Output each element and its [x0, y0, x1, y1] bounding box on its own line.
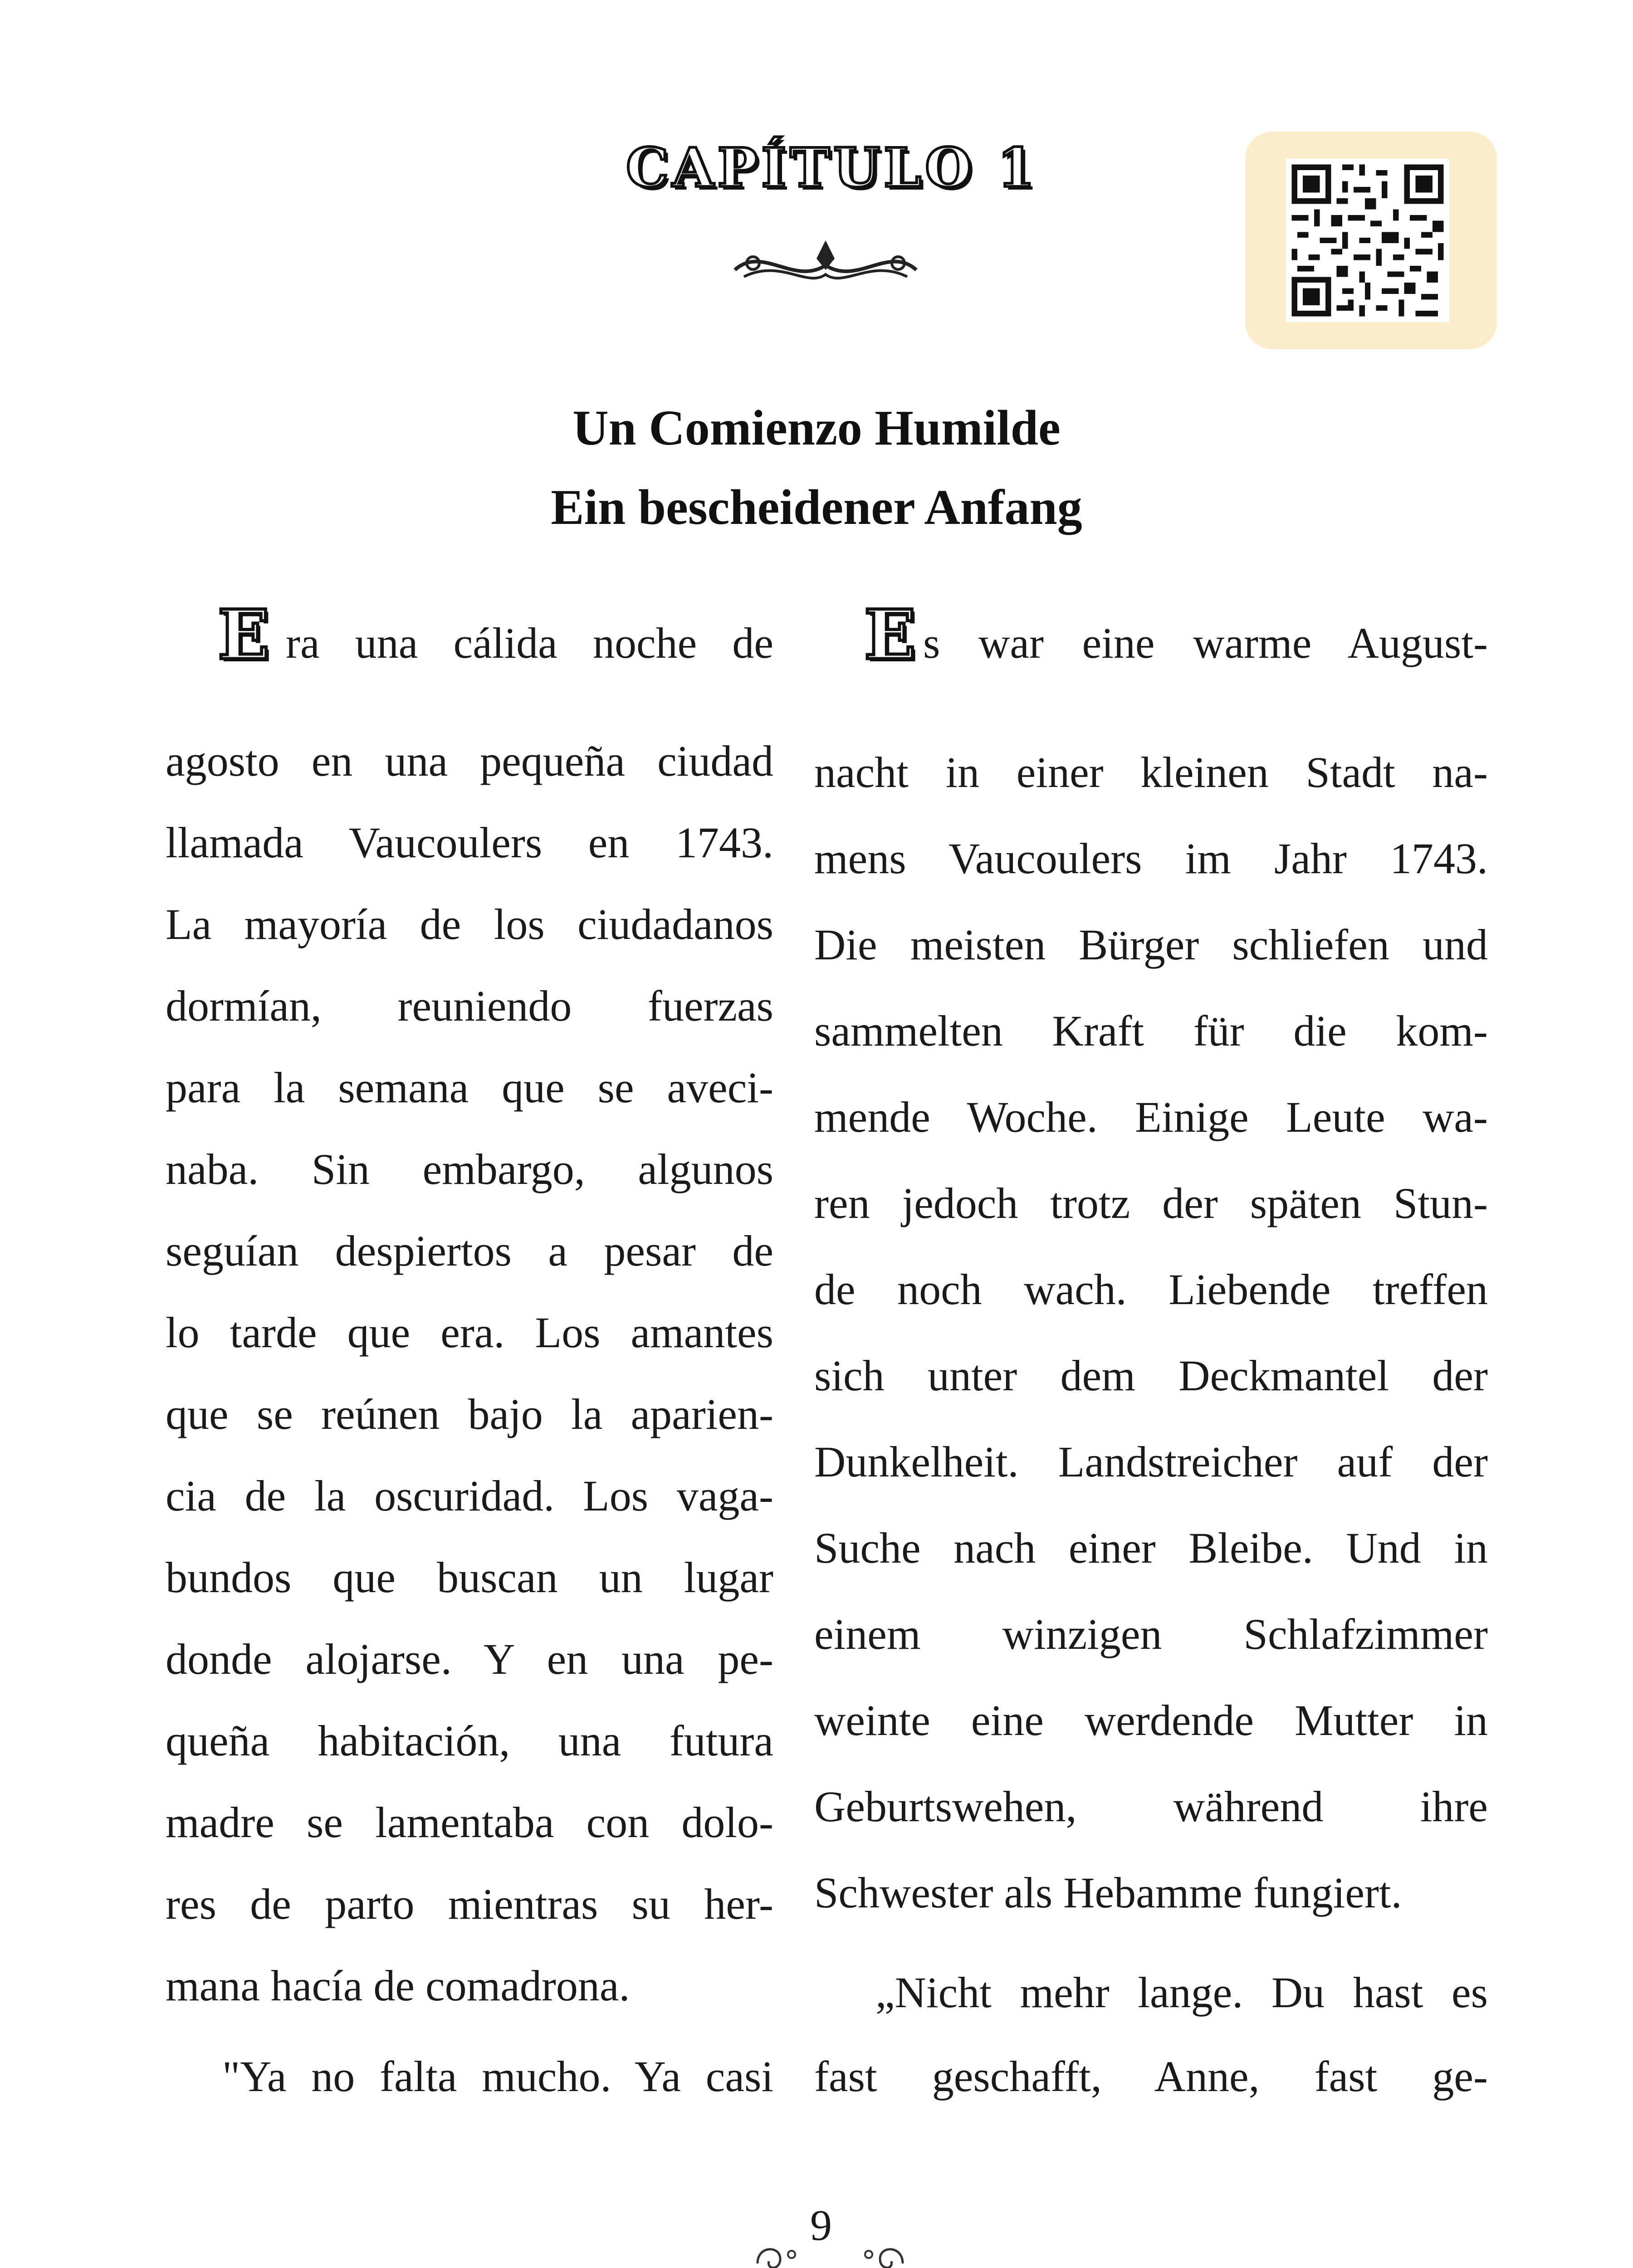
spanish-line: mana hacía de comadrona.	[166, 1961, 630, 2010]
spanish-first-line: ra una cálida noche de	[286, 621, 773, 667]
spanish-line: que se reúnen bajo la aparien-	[166, 1393, 773, 1438]
spanish-line: para la semana que se aveci-	[166, 1066, 773, 1112]
page-number: 9	[810, 2201, 832, 2249]
spanish-second-paragraph: "Ya no falta mucho. Ya casi	[222, 2055, 773, 2101]
german-second-paragraph: „Nicht mehr lange. Du hast es	[875, 1971, 1488, 2017]
spanish-line: queña habitación, una futura	[166, 1719, 773, 1765]
drop-cap-german: E	[864, 595, 916, 675]
spanish-line: seguían despiertos a pesar de	[166, 1229, 773, 1275]
german-line: Geburtswehen, während ihre	[814, 1785, 1488, 1831]
german-line: Dunkelheit. Landstreicher auf der	[814, 1440, 1488, 1486]
german-second-paragraph: fast geschafft, Anne, fast ge-	[814, 2055, 1488, 2101]
german-line: Die meisten Bürger schliefen und	[814, 923, 1488, 969]
spanish-line: bundos que buscan un lugar	[166, 1556, 773, 1602]
german-line: ren jedoch trotz der späten Stun-	[814, 1182, 1488, 1227]
chapter-ornament	[726, 227, 925, 295]
qr-code-icon[interactable]	[1286, 159, 1449, 322]
spanish-line: cia de la oscuridad. Los vaga-	[166, 1474, 773, 1520]
chapter-title-german: Ein bescheidener Anfang	[551, 479, 1082, 535]
german-line: nacht in einer kleinen Stadt na-	[814, 751, 1488, 797]
german-line: sammelten Kraft für die kom-	[814, 1009, 1488, 1055]
german-line: sich unter dem Deckmantel der	[814, 1354, 1488, 1400]
german-line: Suche nach einer Bleibe. Und in	[814, 1526, 1488, 1572]
spanish-line: res de parto mientras su her-	[166, 1882, 773, 1928]
german-line: mende Woche. Einige Leute wa-	[814, 1095, 1488, 1141]
german-line: weinte eine werdende Mutter in	[814, 1699, 1488, 1745]
drop-cap-spanish: E	[218, 595, 270, 675]
spanish-line: naba. Sin embargo, algunos	[166, 1148, 773, 1193]
spanish-line: madre se lamentaba con dolo-	[166, 1801, 773, 1847]
german-line: mens Vaucoulers im Jahr 1743.	[814, 837, 1488, 883]
chapter-title: CAPÍTULO 1	[626, 136, 1039, 199]
spanish-line: llamada Vaucoulers en 1743.	[166, 821, 773, 867]
spanish-line: donde alojarse. Y en una pe-	[166, 1637, 773, 1683]
qr-code-box[interactable]	[1245, 132, 1497, 349]
german-line: Schwester als Hebamme fungiert.	[814, 1868, 1402, 1917]
spanish-line: lo tarde que era. Los amantes	[166, 1311, 773, 1357]
spanish-line: agosto en una pequeña ciudad	[166, 739, 773, 785]
spanish-line: La mayoría de los ciudadanos	[166, 903, 773, 948]
chapter-title-spanish: Un Comienzo Humilde	[572, 400, 1061, 455]
spanish-line: dormían, reuniendo fuerzas	[166, 984, 773, 1030]
german-line: de noch wach. Liebende treffen	[814, 1268, 1488, 1314]
german-line: einem winzigen Schlafzimmer	[814, 1613, 1488, 1658]
german-first-line: s war eine warme August-	[923, 621, 1488, 667]
